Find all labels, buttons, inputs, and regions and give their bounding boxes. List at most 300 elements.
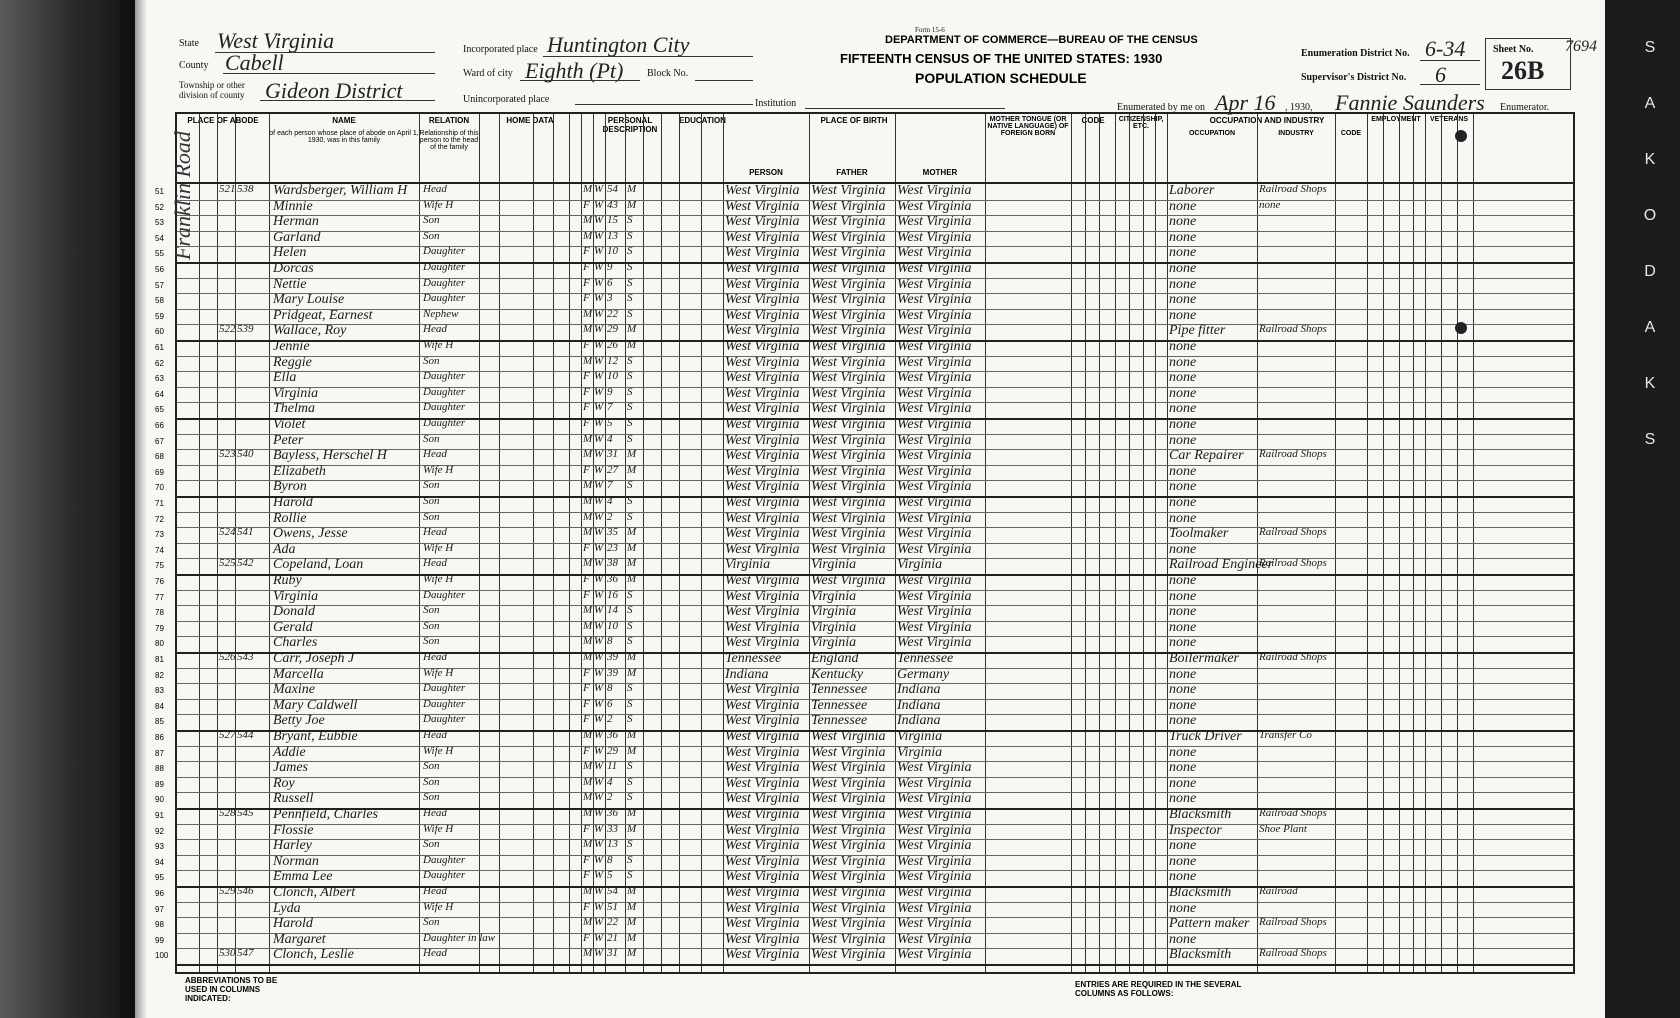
birthplace-person: Indiana — [725, 666, 769, 682]
line-number: 79 — [155, 623, 164, 633]
occupation-cell: Pattern maker — [1169, 916, 1250, 932]
birthplace-person: West Virginia — [725, 510, 800, 526]
person-name: Owens, Jesse — [273, 526, 348, 542]
person-name: Ruby — [273, 573, 302, 588]
person-name: Addie — [273, 744, 306, 760]
industry-cell: Shoe Plant — [1259, 822, 1307, 835]
marital-status-cell: S — [627, 401, 633, 414]
marital-status-cell: M — [627, 900, 637, 913]
sex-cell: F — [583, 245, 590, 258]
race-cell: W — [594, 276, 604, 289]
relation-cell: Head — [423, 651, 447, 663]
relation-cell: Wife H — [423, 573, 454, 585]
age-cell: 4 — [607, 432, 613, 445]
birthplace-father: West Virginia — [811, 495, 886, 510]
occupation-cell: Blacksmith — [1169, 947, 1232, 963]
line-number: 85 — [155, 717, 164, 727]
race-cell: W — [594, 822, 604, 835]
age-cell: 2 — [607, 713, 613, 726]
person-name: Dorcas — [273, 261, 314, 276]
birthplace-father: Tennessee — [811, 713, 868, 729]
age-cell: 38 — [607, 557, 618, 570]
line-number: 62 — [155, 358, 164, 368]
line-number: 96 — [155, 889, 164, 898]
sex-cell: F — [583, 588, 590, 601]
occupation-cell: none — [1169, 853, 1197, 869]
marital-status-cell: S — [627, 214, 633, 227]
industry-cell: Railroad Shops — [1259, 448, 1327, 461]
birthplace-mother: West Virginia — [897, 198, 972, 214]
sex-cell: F — [583, 713, 590, 726]
occupation-cell: none — [1169, 604, 1197, 620]
relation-cell: Daughter — [423, 276, 466, 289]
relation-cell: Wife H — [423, 666, 454, 679]
occupation-cell: none — [1169, 682, 1197, 698]
marital-status-cell: S — [627, 604, 633, 617]
sex-cell: M — [583, 807, 593, 819]
age-cell: 33 — [607, 822, 618, 835]
dwelling-number: 524 — [219, 526, 236, 539]
sex-cell: F — [583, 697, 590, 710]
sex-cell: M — [583, 323, 593, 336]
birthplace-mother: West Virginia — [897, 354, 972, 370]
age-cell: 23 — [607, 541, 618, 554]
birthplace-mother: West Virginia — [897, 214, 972, 230]
marital-status-cell: M — [627, 916, 637, 929]
birthplace-mother: West Virginia — [897, 775, 972, 791]
birthplace-mother: West Virginia — [897, 370, 972, 386]
occupation-cell: none — [1169, 370, 1197, 386]
marital-status-cell: M — [627, 931, 637, 944]
kodak-letter: D — [1644, 263, 1656, 280]
birthplace-father: West Virginia — [811, 198, 886, 214]
marital-status-cell: S — [627, 292, 633, 305]
line-number: 66 — [155, 421, 164, 430]
industry-cell: Railroad Shops — [1259, 526, 1327, 539]
person-name: Norman — [273, 853, 319, 869]
race-cell: W — [594, 245, 604, 258]
occupation-cell: none — [1169, 791, 1197, 807]
race-cell: W — [594, 229, 604, 242]
relation-cell: Daughter — [423, 682, 466, 695]
marital-status-cell: M — [627, 557, 637, 570]
age-cell: 27 — [607, 463, 618, 476]
race-cell: W — [594, 760, 604, 773]
occupation-cell: none — [1169, 229, 1197, 245]
birthplace-person: West Virginia — [725, 307, 800, 323]
person-name: Thelma — [273, 401, 315, 417]
sex-cell: F — [583, 869, 590, 882]
birthplace-mother: West Virginia — [897, 510, 972, 526]
birthplace-father: West Virginia — [811, 541, 886, 557]
birthplace-person: West Virginia — [725, 276, 800, 292]
occupation-cell: none — [1169, 573, 1197, 588]
stamp-number: 7694 — [1565, 38, 1597, 55]
birthplace-mother: West Virginia — [897, 432, 972, 448]
person-name: Gerald — [273, 619, 313, 635]
birthplace-mother: West Virginia — [897, 229, 972, 245]
race-cell: W — [594, 526, 604, 539]
marital-status-cell: S — [627, 588, 633, 601]
relation-cell: Daughter in law — [423, 931, 496, 944]
relation-cell: Wife H — [423, 822, 454, 835]
race-cell: W — [594, 292, 604, 305]
person-name: Ada — [273, 541, 296, 557]
race-cell: W — [594, 635, 604, 648]
sex-cell: F — [583, 822, 590, 835]
birthplace-mother: West Virginia — [897, 385, 972, 401]
age-cell: 4 — [607, 495, 613, 507]
birthplace-mother: West Virginia — [897, 323, 972, 339]
township-value: Gideon District — [265, 78, 403, 103]
occupation-cell: none — [1169, 261, 1197, 276]
line-number: 74 — [155, 545, 164, 555]
occupation-cell: none — [1169, 276, 1197, 292]
person-name: Peter — [273, 432, 304, 448]
birthplace-father: West Virginia — [811, 417, 886, 432]
relation-cell: Head — [423, 557, 447, 570]
sex-cell: M — [583, 354, 593, 367]
person-name: Harold — [273, 495, 313, 510]
race-cell: W — [594, 651, 604, 663]
birthplace-person: West Virginia — [725, 495, 800, 510]
line-number: 55 — [155, 249, 164, 259]
birthplace-person: West Virginia — [725, 198, 800, 214]
industry-cell: Railroad — [1259, 885, 1298, 897]
race-cell: W — [594, 479, 604, 492]
birthplace-mother: West Virginia — [897, 183, 972, 198]
birthplace-person: West Virginia — [725, 604, 800, 620]
relation-cell: Head — [423, 323, 447, 336]
birthplace-father: West Virginia — [811, 292, 886, 308]
sex-cell: F — [583, 261, 590, 273]
race-cell: W — [594, 775, 604, 788]
race-cell: W — [594, 214, 604, 227]
occupation-cell: none — [1169, 292, 1197, 308]
dwelling-number: 523 — [219, 448, 236, 461]
race-cell: W — [594, 183, 604, 195]
race-cell: W — [594, 853, 604, 866]
birthplace-mother: Indiana — [897, 697, 941, 713]
birthplace-person: West Virginia — [725, 526, 800, 542]
birthplace-father: West Virginia — [811, 339, 886, 354]
person-name: Emma Lee — [273, 869, 333, 885]
birthplace-person: West Virginia — [725, 354, 800, 370]
age-cell: 8 — [607, 682, 613, 695]
birthplace-person: West Virginia — [725, 479, 800, 495]
relation-description: Relationship of this person to the head of the family — [419, 130, 479, 151]
birthplace-father: West Virginia — [811, 510, 886, 526]
birthplace-person: West Virginia — [725, 370, 800, 386]
birthplace-person: West Virginia — [725, 635, 800, 651]
marital-status-cell: S — [627, 229, 633, 242]
sex-cell: M — [583, 760, 593, 773]
birthplace-father: West Virginia — [811, 432, 886, 448]
occupation-cell: none — [1169, 713, 1197, 729]
line-number: 75 — [155, 561, 164, 571]
group-employment: EMPLOYMENT — [1371, 116, 1421, 123]
birthplace-person: West Virginia — [725, 713, 800, 729]
occupation-cell: none — [1169, 495, 1197, 510]
sex-cell: F — [583, 401, 590, 414]
ward-value: Eighth (Pt) — [525, 58, 624, 83]
line-number: 69 — [155, 467, 164, 477]
birthplace-father: West Virginia — [811, 838, 886, 854]
race-cell: W — [594, 541, 604, 554]
person-name: Charles — [273, 635, 318, 651]
line-number: 94 — [155, 857, 164, 867]
sex-cell: M — [583, 791, 593, 804]
line-number: 95 — [155, 873, 164, 883]
family-number: 540 — [237, 448, 254, 461]
group-relation: RELATION — [428, 116, 470, 125]
relation-cell: Daughter — [423, 385, 466, 398]
age-cell: 10 — [607, 245, 618, 258]
census-sheet — [135, 0, 1605, 1018]
birthplace-father: West Virginia — [811, 183, 886, 198]
age-cell: 26 — [607, 339, 618, 351]
race-cell: W — [594, 323, 604, 336]
line-number: 88 — [155, 764, 164, 774]
age-cell: 2 — [607, 510, 613, 523]
relation-cell: Head — [423, 448, 447, 461]
sheet-value: 26B — [1501, 56, 1545, 85]
age-cell: 35 — [607, 526, 618, 539]
birthplace-person: West Virginia — [725, 697, 800, 713]
birthplace-father: England — [811, 651, 859, 666]
occ-code-header: CODE — [1340, 130, 1362, 137]
person-name: Herman — [273, 214, 319, 230]
punch-hole — [1455, 322, 1467, 334]
birthplace-father: Virginia — [811, 619, 857, 635]
relation-cell: Son — [423, 604, 440, 617]
industry-cell: Railroad Shops — [1259, 323, 1327, 336]
race-cell: W — [594, 838, 604, 851]
occupation-cell: none — [1169, 339, 1197, 354]
sex-cell: F — [583, 682, 590, 695]
occupation-cell: none — [1169, 354, 1197, 370]
line-number: 81 — [155, 655, 164, 664]
relation-cell: Wife H — [423, 339, 454, 351]
birthplace-father: West Virginia — [811, 573, 886, 588]
relation-cell: Wife H — [423, 463, 454, 476]
relation-cell: Wife H — [423, 900, 454, 913]
race-cell: W — [594, 463, 604, 476]
birthplace-father: West Virginia — [811, 229, 886, 245]
township-label: Township or other division of county — [179, 80, 245, 100]
sex-cell: M — [583, 214, 593, 227]
birthplace-father: West Virginia — [811, 448, 886, 464]
occupation-cell: none — [1169, 432, 1197, 448]
sex-cell: M — [583, 479, 593, 492]
line-number: 71 — [155, 499, 164, 508]
line-number: 97 — [155, 904, 164, 914]
birthplace-mother: West Virginia — [897, 588, 972, 604]
sex-cell: F — [583, 463, 590, 476]
marital-status-cell: M — [627, 666, 637, 679]
person-name: Violet — [273, 417, 306, 432]
birthplace-person: West Virginia — [725, 729, 800, 744]
line-number: 63 — [155, 374, 164, 384]
person-name: Marcella — [273, 666, 324, 682]
marital-status-cell: S — [627, 619, 633, 632]
relation-cell: Son — [423, 619, 440, 632]
race-cell: W — [594, 557, 604, 570]
race-cell: W — [594, 604, 604, 617]
birthplace-father: West Virginia — [811, 807, 886, 822]
entries-title: ENTRIES ARE REQUIRED IN THE SEVERAL COLUMNS AS FOLLOWS: — [1075, 980, 1242, 998]
birthplace-person: West Virginia — [725, 463, 800, 479]
relation-cell: Son — [423, 838, 440, 851]
birthplace-mother: West Virginia — [897, 417, 972, 432]
birthplace-mother: West Virginia — [897, 931, 972, 947]
relation-cell: Head — [423, 947, 447, 960]
birthplace-father: Virginia — [811, 588, 857, 604]
birthplace-mother: Indiana — [897, 682, 941, 698]
birthplace-person: West Virginia — [725, 432, 800, 448]
kodak-letter: S — [1644, 431, 1656, 448]
race-cell: W — [594, 713, 604, 726]
sex-cell: M — [583, 526, 593, 539]
person-name: Harley — [273, 838, 312, 854]
race-cell: W — [594, 666, 604, 679]
birthplace-person: West Virginia — [725, 760, 800, 776]
sex-cell: M — [583, 557, 593, 570]
industry-cell: Railroad Shops — [1259, 916, 1327, 929]
county-value: Cabell — [225, 50, 284, 75]
birthplace-father: West Virginia — [811, 760, 886, 776]
race-cell: W — [594, 354, 604, 367]
sex-cell: F — [583, 900, 590, 913]
birthplace-mother: West Virginia — [897, 448, 972, 464]
occupation-cell: none — [1169, 401, 1197, 417]
dwelling-number: 526 — [219, 651, 236, 663]
age-cell: 10 — [607, 370, 618, 383]
occupation-cell: none — [1169, 635, 1197, 651]
sex-cell: M — [583, 619, 593, 632]
birthplace-father: West Virginia — [811, 744, 886, 760]
birthplace-person: Virginia — [725, 557, 771, 573]
race-cell: W — [594, 307, 604, 320]
age-cell: 39 — [607, 651, 618, 663]
occupation-cell: none — [1169, 417, 1197, 432]
dwelling-number: 528 — [219, 807, 236, 819]
occupation-cell: Laborer — [1169, 183, 1215, 198]
group-place-of-abode: PLACE OF ABODE — [187, 116, 259, 125]
birth-person-header: PERSON — [749, 168, 783, 177]
race-cell: W — [594, 697, 604, 710]
birthplace-person: West Virginia — [725, 417, 800, 432]
person-name: Clonch, Albert — [273, 885, 356, 900]
age-cell: 4 — [607, 775, 613, 788]
birthplace-father: West Virginia — [811, 729, 886, 744]
relation-cell: Head — [423, 807, 447, 819]
punch-hole — [1455, 130, 1467, 142]
relation-cell: Daughter — [423, 370, 466, 383]
occupation-cell: none — [1169, 666, 1197, 682]
birthplace-person: West Virginia — [725, 573, 800, 588]
race-cell: W — [594, 916, 604, 929]
marital-status-cell: M — [627, 448, 637, 461]
line-number: 67 — [155, 436, 164, 446]
abbreviations-title: ABBREVIATIONS TO BE USED IN COLUMNS INDICATED: — [185, 976, 278, 1003]
race-cell: W — [594, 261, 604, 273]
line-number: 61 — [155, 343, 164, 352]
occupation-cell: none — [1169, 198, 1197, 214]
birthplace-mother: Tennessee — [897, 651, 954, 666]
line-number: 77 — [155, 592, 164, 602]
birthplace-father: West Virginia — [811, 401, 886, 417]
dwelling-number: 529 — [219, 885, 236, 897]
birthplace-mother: West Virginia — [897, 838, 972, 854]
incorporated-label: Incorporated place — [463, 44, 538, 55]
birthplace-father: West Virginia — [811, 276, 886, 292]
person-name: Harold — [273, 916, 313, 932]
birthplace-father: West Virginia — [811, 214, 886, 230]
line-number: 84 — [155, 701, 164, 711]
line-number: 76 — [155, 577, 164, 586]
relation-cell: Wife H — [423, 744, 454, 757]
family-number: 539 — [237, 323, 254, 336]
birthplace-mother: West Virginia — [897, 791, 972, 807]
occupation-cell: Boilermaker — [1169, 651, 1239, 666]
birthplace-mother: West Virginia — [897, 245, 972, 261]
relation-cell: Son — [423, 214, 440, 227]
person-name: Copeland, Loan — [273, 557, 364, 573]
race-cell: W — [594, 900, 604, 913]
birthplace-mother: West Virginia — [897, 619, 972, 635]
enum-district-value: 6-34 — [1425, 36, 1466, 61]
birthplace-father: West Virginia — [811, 463, 886, 479]
marital-status-cell: S — [627, 869, 633, 882]
industry-cell: Railroad Shops — [1259, 183, 1327, 195]
supervisor-label: Supervisor's District No. — [1301, 72, 1407, 83]
sex-cell: M — [583, 775, 593, 788]
person-name: Elizabeth — [273, 463, 326, 479]
birthplace-person: West Virginia — [725, 822, 800, 838]
birthplace-mother: Virginia — [897, 557, 943, 573]
birth-father-header: FATHER — [836, 168, 868, 177]
birthplace-mother: West Virginia — [897, 526, 972, 542]
line-number: 58 — [155, 296, 164, 306]
line-number: 98 — [155, 920, 164, 930]
birthplace-father: Virginia — [811, 635, 857, 651]
industry-cell: Railroad Shops — [1259, 651, 1327, 663]
line-number: 51 — [155, 187, 164, 196]
birthplace-person: West Virginia — [725, 869, 800, 885]
relation-cell: Daughter — [423, 261, 466, 273]
sex-cell: M — [583, 307, 593, 320]
marital-status-cell: S — [627, 495, 633, 507]
birthplace-mother: West Virginia — [897, 339, 972, 354]
sex-cell: M — [583, 838, 593, 851]
birthplace-person: West Virginia — [725, 261, 800, 276]
birthplace-mother: West Virginia — [897, 916, 972, 932]
sex-cell: M — [583, 183, 593, 195]
birthplace-person: West Virginia — [725, 401, 800, 417]
age-cell: 5 — [607, 417, 613, 429]
birthplace-person: West Virginia — [725, 323, 800, 339]
birthplace-father: Virginia — [811, 557, 857, 573]
line-number: 83 — [155, 686, 164, 696]
birthplace-person: West Virginia — [725, 775, 800, 791]
industry-header: INDUSTRY — [1278, 130, 1314, 137]
race-cell: W — [594, 885, 604, 897]
person-name: Russell — [273, 791, 314, 807]
birthplace-person: West Virginia — [725, 339, 800, 354]
age-cell: 15 — [607, 214, 618, 227]
occupation-cell: none — [1169, 463, 1197, 479]
